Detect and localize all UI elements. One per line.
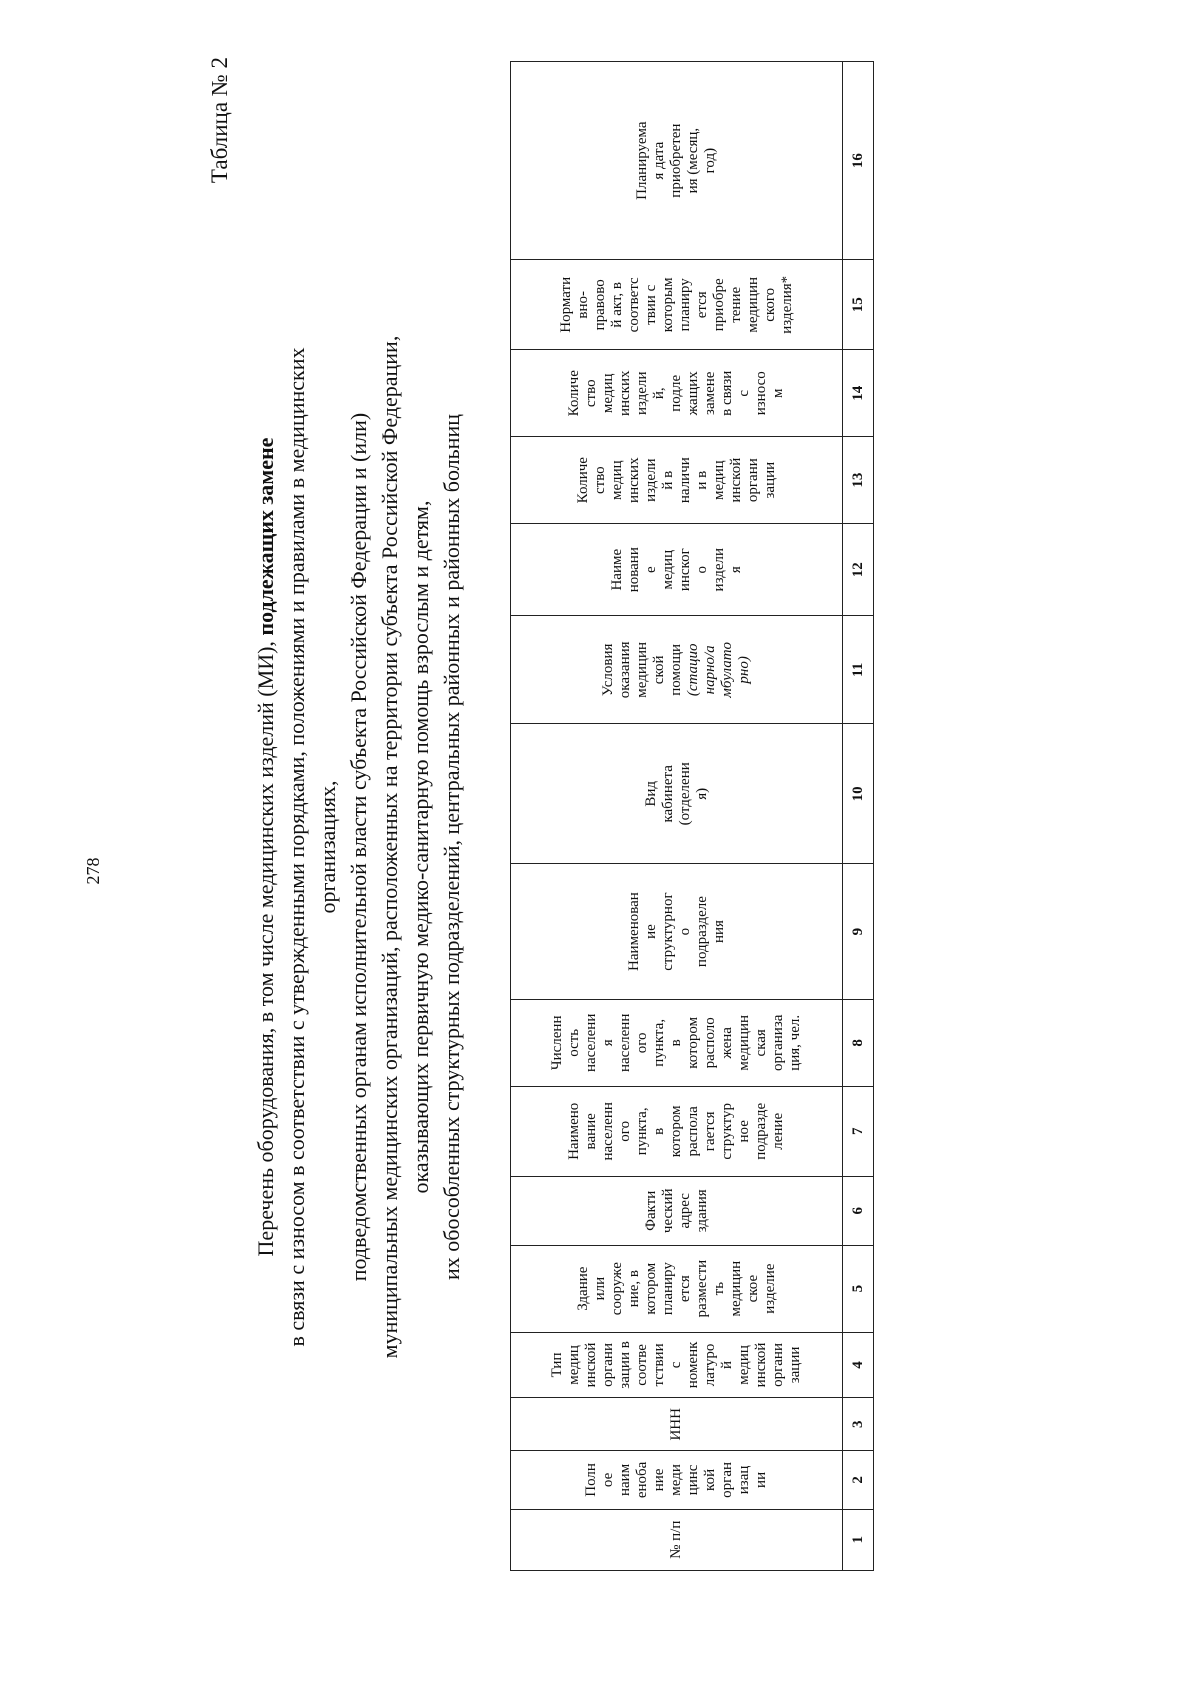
col-header-12: Наиме новани е медиц инског о издели я [511, 524, 843, 616]
col-header-9: Наименован ие структурног о подразделе ния [511, 864, 843, 1000]
heading-line-1 [250, 197, 281, 1497]
col-header-16: Планируема я дата приобретен ия (месяц, год) [511, 62, 843, 260]
column-number: 10 [843, 724, 874, 864]
column-number: 8 [843, 999, 874, 1086]
heading-line-4: подведомственных органам исполнительной власти субъекта Российской Федерации и (или) [346, 412, 371, 1282]
heading-line-5: муниципальных медицинских организаций, расположенных на территории субъекта Российской Федерации, [377, 335, 402, 1359]
col-header-4: Тип медиц инской органи зации в соотве тствии с номенк латуро й медиц инской органи зации [511, 1332, 843, 1398]
column-number: 16 [843, 62, 874, 260]
col-header-2: Полн ое наим еноба ние меди цинс кой орган изац ии [511, 1451, 843, 1509]
table-number: Таблица № 2 [207, 57, 232, 184]
equipment-replacement-table [510, 61, 874, 1571]
table-header-row [511, 62, 843, 1571]
column-number: 7 [843, 1086, 874, 1176]
heading-line-3: организациях, [315, 780, 340, 914]
column-number: 3 [843, 1398, 874, 1451]
column-number: 4 [843, 1332, 874, 1398]
column-number: 15 [843, 260, 874, 350]
column-number: 6 [843, 1176, 874, 1245]
column-number: 14 [843, 350, 874, 437]
column-number: 13 [843, 437, 874, 524]
col-header-8: Численн ость населени я населенн ого пункта, в котором располо жена медицин ская организа ция, чел. [511, 999, 843, 1086]
heading-line-2: в связи с износом в соответствии с утвержденными порядками, положениями и правилами в медицинских [284, 347, 309, 1347]
document-heading [250, 197, 467, 1497]
heading-line-1-bold: подлежащих замене [253, 437, 278, 636]
col-header-13: Количе ство медиц инских издели й в наличи и в медиц инской органи зации [511, 437, 843, 524]
col-header-14: Количе ство медиц инских издели й, подле жащих замене в связи с износо м [511, 350, 843, 437]
col-header-15: Нормати вно- правово й акт, в соответс твии с которым планиру ется приобре тение медицин ского изделия* [511, 260, 843, 350]
col-header-7: Наимено вание населенн ого пункта, в котором распола гается структур ное подразде ление [511, 1086, 843, 1176]
col-header-6: Факти ческий адрес здания [511, 1176, 843, 1245]
heading-line-1-regular: Перечень оборудования, в том числе медицинских изделий (МИ), [253, 635, 278, 1257]
col-header-3: ИНН [511, 1398, 843, 1451]
column-number: 11 [843, 616, 874, 724]
column-number: 12 [843, 524, 874, 616]
col-header-10: Вид кабинета (отделени я) [511, 724, 843, 864]
column-number: 1 [843, 1509, 874, 1570]
column-number: 5 [843, 1245, 874, 1332]
col-header-11: Условия оказания медицин ской помощи (стацио нарно/а мбулато рно) [511, 616, 843, 724]
column-number-row [843, 62, 874, 1571]
page-number: 278 [83, 857, 103, 885]
heading-line-7: их обособленных структурных подразделений, центральных районных и районных больниц [439, 414, 464, 1281]
col-header-11-italic: (стацио нарно/а мбулато рно) [685, 641, 752, 698]
column-number: 2 [843, 1451, 874, 1509]
col-header-1: № п/п [511, 1509, 843, 1570]
col-header-5: Здание или сооруже ние, в котором планиру ется размести ть медицин ское изделие [511, 1245, 843, 1332]
heading-line-6: оказывающих первичную медико-санитарную помощь взрослым и детям, [408, 500, 433, 1194]
column-number: 9 [843, 864, 874, 1000]
